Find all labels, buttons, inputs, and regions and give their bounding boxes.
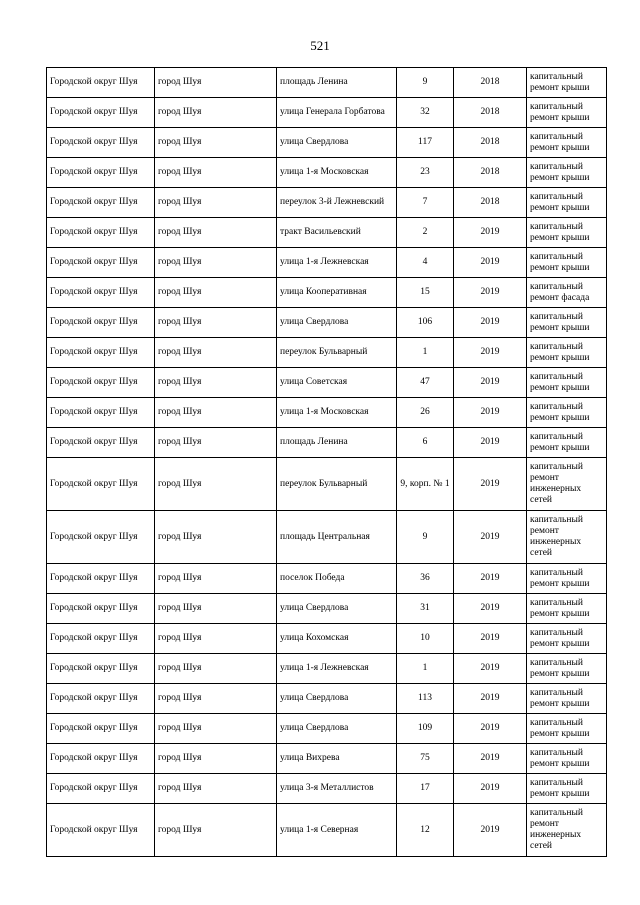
okrug-cell: Городской округ Шуя	[47, 714, 155, 744]
city-cell: город Шуя	[155, 158, 277, 188]
work-type-cell: капитальный ремонт крыши	[527, 368, 607, 398]
table-row	[47, 714, 607, 744]
street-cell: улица 1-я Московская	[277, 398, 397, 428]
okrug-cell: Городской округ Шуя	[47, 774, 155, 804]
year-cell: 2019	[454, 398, 527, 428]
okrug-cell: Городской округ Шуя	[47, 744, 155, 774]
table-row	[47, 428, 607, 458]
okrug-cell: Городской округ Шуя	[47, 804, 155, 857]
city-cell: город Шуя	[155, 458, 277, 511]
street-cell: поселок Победа	[277, 564, 397, 594]
okrug-cell: Городской округ Шуя	[47, 308, 155, 338]
work-type-cell: капитальный ремонт инженерных сетей	[527, 804, 607, 857]
year-cell: 2019	[454, 338, 527, 368]
house-number-cell: 12	[397, 804, 454, 857]
work-type-cell: капитальный ремонт инженерных сетей	[527, 511, 607, 564]
table-row	[47, 128, 607, 158]
page-number: 521	[310, 38, 330, 53]
city-cell: город Шуя	[155, 654, 277, 684]
house-number-cell: 106	[397, 308, 454, 338]
city-cell: город Шуя	[155, 338, 277, 368]
work-type-cell: капитальный ремонт крыши	[527, 594, 607, 624]
year-cell: 2019	[454, 248, 527, 278]
street-cell: улица 1-я Северная	[277, 804, 397, 857]
city-cell: город Шуя	[155, 511, 277, 564]
table-row	[47, 774, 607, 804]
house-number-cell: 2	[397, 218, 454, 248]
table-row	[47, 158, 607, 188]
house-number-cell: 113	[397, 684, 454, 714]
work-type-cell: капитальный ремонт крыши	[527, 714, 607, 744]
year-cell: 2019	[454, 511, 527, 564]
house-number-cell: 23	[397, 158, 454, 188]
okrug-cell: Городской округ Шуя	[47, 624, 155, 654]
street-cell: переулок Бульварный	[277, 458, 397, 511]
year-cell: 2019	[454, 278, 527, 308]
okrug-cell: Городской округ Шуя	[47, 248, 155, 278]
city-cell: город Шуя	[155, 564, 277, 594]
year-cell: 2019	[454, 654, 527, 684]
table-row	[47, 218, 607, 248]
work-type-cell: капитальный ремонт крыши	[527, 98, 607, 128]
year-cell: 2019	[454, 804, 527, 857]
work-type-cell: капитальный ремонт крыши	[527, 428, 607, 458]
work-type-cell: капитальный ремонт крыши	[527, 128, 607, 158]
work-type-cell: капитальный ремонт крыши	[527, 564, 607, 594]
year-cell: 2018	[454, 98, 527, 128]
house-number-cell: 75	[397, 744, 454, 774]
house-number-cell: 1	[397, 654, 454, 684]
street-cell: улица 1-я Лежневская	[277, 248, 397, 278]
okrug-cell: Городской округ Шуя	[47, 368, 155, 398]
year-cell: 2019	[454, 594, 527, 624]
work-type-cell: капитальный ремонт крыши	[527, 684, 607, 714]
okrug-cell: Городской округ Шуя	[47, 188, 155, 218]
table-row	[47, 564, 607, 594]
year-cell: 2018	[454, 68, 527, 98]
repair-program-table	[46, 67, 607, 857]
city-cell: город Шуя	[155, 684, 277, 714]
street-cell: переулок Бульварный	[277, 338, 397, 368]
year-cell: 2019	[454, 368, 527, 398]
table-row	[47, 804, 607, 857]
year-cell: 2018	[454, 188, 527, 218]
house-number-cell: 109	[397, 714, 454, 744]
street-cell: площадь Центральная	[277, 511, 397, 564]
year-cell: 2019	[454, 564, 527, 594]
city-cell: город Шуя	[155, 428, 277, 458]
year-cell: 2018	[454, 158, 527, 188]
year-cell: 2019	[454, 774, 527, 804]
street-cell: улица Генерала Горбатова	[277, 98, 397, 128]
year-cell: 2018	[454, 128, 527, 158]
work-type-cell: капитальный ремонт крыши	[527, 158, 607, 188]
street-cell: улица Свердлова	[277, 714, 397, 744]
okrug-cell: Городской округ Шуя	[47, 128, 155, 158]
table-row	[47, 278, 607, 308]
table-row	[47, 368, 607, 398]
house-number-cell: 117	[397, 128, 454, 158]
okrug-cell: Городской округ Шуя	[47, 594, 155, 624]
year-cell: 2019	[454, 218, 527, 248]
street-cell: улица 1-я Лежневская	[277, 654, 397, 684]
work-type-cell: капитальный ремонт крыши	[527, 624, 607, 654]
work-type-cell: капитальный ремонт крыши	[527, 398, 607, 428]
table-row	[47, 188, 607, 218]
city-cell: город Шуя	[155, 98, 277, 128]
street-cell: улица Свердлова	[277, 308, 397, 338]
city-cell: город Шуя	[155, 218, 277, 248]
street-cell: улица 3-я Металлистов	[277, 774, 397, 804]
table-row	[47, 458, 607, 511]
house-number-cell: 9, корп. № 1	[397, 458, 454, 511]
city-cell: город Шуя	[155, 278, 277, 308]
house-number-cell: 1	[397, 338, 454, 368]
table-row	[47, 338, 607, 368]
okrug-cell: Городской округ Шуя	[47, 511, 155, 564]
city-cell: город Шуя	[155, 624, 277, 654]
city-cell: город Шуя	[155, 248, 277, 278]
work-type-cell: капитальный ремонт фасада	[527, 278, 607, 308]
city-cell: город Шуя	[155, 594, 277, 624]
work-type-cell: капитальный ремонт крыши	[527, 654, 607, 684]
work-type-cell: капитальный ремонт крыши	[527, 188, 607, 218]
table-row	[47, 308, 607, 338]
okrug-cell: Городской округ Шуя	[47, 398, 155, 428]
table-row	[47, 398, 607, 428]
city-cell: город Шуя	[155, 804, 277, 857]
table-row	[47, 248, 607, 278]
house-number-cell: 9	[397, 68, 454, 98]
house-number-cell: 32	[397, 98, 454, 128]
city-cell: город Шуя	[155, 188, 277, 218]
street-cell: площадь Ленина	[277, 428, 397, 458]
street-cell: тракт Васильевский	[277, 218, 397, 248]
street-cell: площадь Ленина	[277, 68, 397, 98]
year-cell: 2019	[454, 624, 527, 654]
work-type-cell: капитальный ремонт крыши	[527, 308, 607, 338]
okrug-cell: Городской округ Шуя	[47, 158, 155, 188]
house-number-cell: 31	[397, 594, 454, 624]
work-type-cell: капитальный ремонт крыши	[527, 248, 607, 278]
okrug-cell: Городской округ Шуя	[47, 278, 155, 308]
work-type-cell: капитальный ремонт крыши	[527, 218, 607, 248]
house-number-cell: 47	[397, 368, 454, 398]
table-row	[47, 594, 607, 624]
house-number-cell: 4	[397, 248, 454, 278]
city-cell: город Шуя	[155, 308, 277, 338]
street-cell: улица Кохомская	[277, 624, 397, 654]
street-cell: улица Советская	[277, 368, 397, 398]
table-row	[47, 654, 607, 684]
table-row	[47, 744, 607, 774]
street-cell: переулок 3-й Лежневский	[277, 188, 397, 218]
okrug-cell: Городской округ Шуя	[47, 68, 155, 98]
city-cell: город Шуя	[155, 744, 277, 774]
okrug-cell: Городской округ Шуя	[47, 564, 155, 594]
work-type-cell: капитальный ремонт инженерных сетей	[527, 458, 607, 511]
year-cell: 2019	[454, 458, 527, 511]
year-cell: 2019	[454, 428, 527, 458]
city-cell: город Шуя	[155, 774, 277, 804]
street-cell: улица Вихрева	[277, 744, 397, 774]
okrug-cell: Городской округ Шуя	[47, 338, 155, 368]
street-cell: улица Свердлова	[277, 594, 397, 624]
house-number-cell: 9	[397, 511, 454, 564]
okrug-cell: Городской округ Шуя	[47, 98, 155, 128]
okrug-cell: Городской округ Шуя	[47, 654, 155, 684]
city-cell: город Шуя	[155, 398, 277, 428]
house-number-cell: 7	[397, 188, 454, 218]
house-number-cell: 6	[397, 428, 454, 458]
year-cell: 2019	[454, 744, 527, 774]
table-row	[47, 68, 607, 98]
house-number-cell: 15	[397, 278, 454, 308]
street-cell: улица Свердлова	[277, 128, 397, 158]
table-row	[47, 624, 607, 654]
year-cell: 2019	[454, 714, 527, 744]
street-cell: улица Кооперативная	[277, 278, 397, 308]
okrug-cell: Городской округ Шуя	[47, 218, 155, 248]
okrug-cell: Городской округ Шуя	[47, 684, 155, 714]
street-cell: улица 1-я Московская	[277, 158, 397, 188]
table-row	[47, 511, 607, 564]
city-cell: город Шуя	[155, 368, 277, 398]
city-cell: город Шуя	[155, 714, 277, 744]
work-type-cell: капитальный ремонт крыши	[527, 68, 607, 98]
work-type-cell: капитальный ремонт крыши	[527, 744, 607, 774]
year-cell: 2019	[454, 308, 527, 338]
city-cell: город Шуя	[155, 128, 277, 158]
year-cell: 2019	[454, 684, 527, 714]
table-row	[47, 684, 607, 714]
okrug-cell: Городской округ Шуя	[47, 428, 155, 458]
okrug-cell: Городской округ Шуя	[47, 458, 155, 511]
house-number-cell: 26	[397, 398, 454, 428]
street-cell: улица Свердлова	[277, 684, 397, 714]
table-row	[47, 98, 607, 128]
work-type-cell: капитальный ремонт крыши	[527, 338, 607, 368]
house-number-cell: 10	[397, 624, 454, 654]
city-cell: город Шуя	[155, 68, 277, 98]
house-number-cell: 17	[397, 774, 454, 804]
house-number-cell: 36	[397, 564, 454, 594]
work-type-cell: капитальный ремонт крыши	[527, 774, 607, 804]
